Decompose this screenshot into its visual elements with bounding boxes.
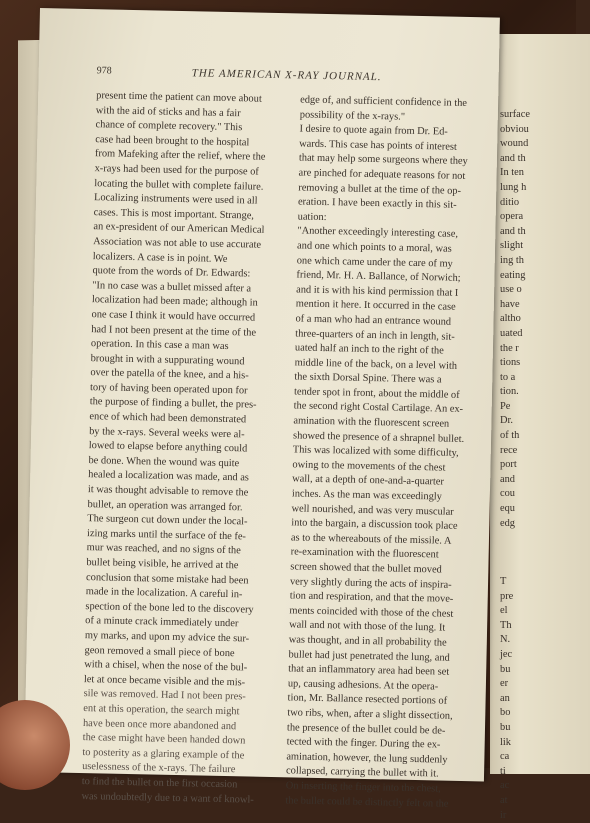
text-line: eration. I have been exactly in this sit- [298, 196, 496, 215]
text-line: amination, however, the lung suddenly [286, 750, 484, 769]
text-line: into the bargain, a discussion took place [291, 517, 489, 536]
page-number: 978 [97, 65, 112, 76]
text-fragment: cou [500, 487, 580, 502]
text-line: locating the bullet with complete failure. [94, 177, 280, 195]
text-fragment: ing th [500, 254, 580, 269]
text-line: uation: [298, 210, 496, 229]
text-line: wall, at a depth of one-and-a-quarter [292, 473, 490, 492]
text-line: I desire to quote again from Dr. Ed- [299, 123, 497, 142]
text-line: izing marks until the surface of the fe- [87, 527, 273, 545]
text-fragment: lik [500, 736, 580, 751]
text-line: ence of which had been demonstrated [89, 410, 275, 428]
text-line: mention it here. It occurred in the case [296, 298, 494, 317]
text-line: uselessness of the x-rays. The failure [82, 760, 268, 778]
text-fragment: of th [500, 429, 580, 444]
text-line: over the patella of the knee, and a his- [90, 366, 276, 384]
text-line: brought in with a suppurating wound [91, 352, 277, 370]
text-line: and one which points to a moral, was [297, 239, 495, 258]
text-fragment: ca [500, 750, 580, 765]
text-fragment: slight [500, 239, 580, 254]
running-title: THE AMERICAN X-RAY JOURNAL. [192, 67, 382, 83]
book-page [24, 8, 500, 781]
text-line: tion and respiration, and that the move- [290, 590, 488, 609]
text-line: edge of, and sufficient confidence in the [300, 93, 498, 112]
text-line: On inserting the finger into the chest, [286, 779, 484, 798]
text-fragment: use o [500, 283, 580, 298]
text-fragment: ti [500, 765, 580, 780]
text-line: conclusion that some mistake had been [86, 571, 272, 589]
text-fragment: el [500, 604, 580, 619]
text-line: collapsed, carrying the bullet with it. [286, 765, 484, 784]
text-fragment: have [500, 298, 580, 313]
text-line: ments coincided with those of the chest [289, 604, 487, 623]
text-line: as to the whereabouts of the missile. A [291, 531, 489, 550]
text-fragment: and [500, 473, 580, 488]
text-line: three-quarters of an inch in length, sit- [295, 327, 493, 346]
text-line: "In no case was a bullet missed after a [92, 279, 278, 297]
text-fragment: altho [500, 312, 580, 327]
text-line: operation. In this case a man was [91, 337, 277, 355]
text-line: healed a localization was made, and as [88, 469, 274, 487]
text-fragment: to a [500, 371, 580, 386]
text-line: had I not been present at the time of the [91, 323, 277, 341]
text-line: amination with the fluorescent screen [293, 414, 491, 433]
left-text-column [81, 89, 282, 808]
text-line: wall and not with those of the lung. It [289, 619, 487, 638]
text-line: geon removed a small piece of bone [84, 644, 270, 662]
text-line: screen showed that the bullet moved [290, 560, 488, 579]
right-text-column [285, 93, 498, 812]
text-line: from Mafeking after the relief, where the [95, 148, 281, 166]
text-fragment: port [500, 458, 580, 473]
text-line: let at once became visible and the mis- [84, 673, 270, 691]
text-line: removing a bullet at the time of the op- [298, 181, 496, 200]
text-fragment: In ten [500, 166, 580, 181]
text-line: case had been brought to the hospital [95, 133, 281, 151]
text-line: tory of having been operated upon for [90, 381, 276, 399]
text-line: and it is with his kind permission that I [296, 283, 494, 302]
text-fragment: ac [500, 779, 580, 794]
text-fragment: lung h [500, 181, 580, 196]
text-line: was undoubtedly due to a want of knowl- [81, 790, 267, 808]
text-line: one case I think it would have occurred [91, 308, 277, 326]
text-fragment: equ [500, 502, 580, 517]
text-line: Association was not able to use accurate [93, 235, 279, 253]
text-line: bullet, an operation was arranged for. [87, 498, 273, 516]
text-fragment: eating [500, 269, 580, 284]
text-fragment: bu [500, 663, 580, 678]
text-fragment: er [500, 677, 580, 692]
text-line: up, causing adhesions. At the opera- [288, 677, 486, 696]
text-line: to find the bullet on the first occasion [82, 775, 268, 793]
text-line: middle line of the back, on a level with [294, 356, 492, 375]
text-fragment: ir [500, 809, 580, 823]
text-line: with the aid of sticks and has a fair [96, 104, 282, 122]
text-fragment: rece [500, 444, 580, 459]
text-fragment [500, 560, 580, 575]
text-line: tender spot in front, about the middle of [294, 385, 492, 404]
text-line: The surgeon cut down under the local- [87, 512, 273, 530]
text-line: are pinched for adequate reasons for not [298, 166, 496, 185]
text-line: was thought, and in all probability the [289, 633, 487, 652]
text-fragment: and th [500, 225, 580, 240]
facing-page-text-fragments [500, 108, 580, 823]
text-fragment: wound [500, 137, 580, 152]
text-line: of a man who had an entrance wound [295, 312, 493, 331]
text-fragment [500, 531, 580, 546]
text-fragment: obviou [500, 123, 580, 138]
text-line: re-examination with the fluorescent [290, 546, 488, 565]
text-line: my marks, and upon my advice the sur- [85, 629, 271, 647]
text-line: spection of the bone led to the discovery [85, 600, 271, 618]
text-line: inches. As the man was exceedingly [292, 487, 490, 506]
text-line: the case might have been handed down [83, 731, 269, 749]
text-line: that may help some surgeons where they [299, 152, 497, 171]
text-line: tected with the finger. During the ex- [287, 735, 485, 754]
text-line: made in the localization. A careful in- [86, 585, 272, 603]
text-fragment: Th [500, 619, 580, 634]
text-fragment: uated [500, 327, 580, 342]
text-line: the presence of the bullet could be de- [287, 721, 485, 740]
text-line: localizers. A case is in point. We [93, 250, 279, 268]
text-fragment: at [500, 794, 580, 809]
text-fragment: Pe [500, 400, 580, 415]
text-line: be done. When the wound was quite [88, 454, 274, 472]
text-line: cases. This is most important. Strange, [94, 206, 280, 224]
text-line: the sixth Dorsal Spine. There was a [294, 371, 492, 390]
text-line: ent at this operation, the search might [83, 702, 269, 720]
text-fragment: tion. [500, 385, 580, 400]
text-line: very slightly during the acts of inspira- [290, 575, 488, 594]
text-line: well nourished, and was very muscular [291, 502, 489, 521]
text-line: Localizing instruments were used in all [94, 191, 280, 209]
text-fragment: edg [500, 517, 580, 532]
text-line: lowed to elapse before anything could [89, 439, 275, 457]
text-line: owing to the movements of the chest [292, 458, 490, 477]
text-fragment: and th [500, 152, 580, 167]
text-fragment: tions [500, 356, 580, 371]
text-fragment: bo [500, 706, 580, 721]
text-line: x-rays had been used for the purpose of [94, 162, 280, 180]
text-line: localization had been made; although in [92, 293, 278, 311]
text-fragment: surface [500, 108, 580, 123]
text-fragment: T [500, 575, 580, 590]
text-line: the bullet could be distinctly felt on the [285, 794, 483, 813]
text-line: have been once more abandoned and [83, 717, 269, 735]
text-line: friend, Mr. H. A. Ballance, of Norwich; [296, 269, 494, 288]
text-line: "Another exceedingly interesting case, [297, 225, 495, 244]
text-fragment: an [500, 692, 580, 707]
text-line: tion, Mr. Ballance resected portions of [287, 692, 485, 711]
text-fragment: pre [500, 590, 580, 605]
text-line: sile was removed. Had I not been pres- [83, 687, 269, 705]
text-line: one which came under the care of my [297, 254, 495, 273]
text-line: it was thought advisable to remove the [88, 483, 274, 501]
text-fragment: opera [500, 210, 580, 225]
text-line: that an inflammatory area had been set [288, 663, 486, 682]
text-line: showed the presence of a shrapnel bullet. [293, 429, 491, 448]
text-line: possibility of the x-rays." [300, 108, 498, 127]
text-line: to posterity as a glaring example of the [82, 746, 268, 764]
text-line: the second right Costal Cartilage. An ex- [294, 400, 492, 419]
text-line: an ex-president of our American Medical [93, 221, 279, 239]
text-fragment: jec [500, 648, 580, 663]
text-fragment: bu [500, 721, 580, 736]
text-fragment: N. [500, 633, 580, 648]
text-line: two ribs, when, after a slight dissection, [287, 706, 485, 725]
text-line: mur was reached, and no signs of the [87, 542, 273, 560]
text-line: This was localized with some difficulty, [293, 444, 491, 463]
text-line: bullet being visible, he arrived at the [86, 556, 272, 574]
text-line: present time the patient can move about [96, 89, 282, 107]
text-line: of a minute crack immediately under [85, 614, 271, 632]
text-fragment: Dr. [500, 414, 580, 429]
text-line: by the x-rays. Several weeks were al- [89, 425, 275, 443]
text-line: bullet had just penetrated the lung, and [288, 648, 486, 667]
text-line: with a chisel, when the nose of the bul- [84, 658, 270, 676]
text-fragment: the r [500, 342, 580, 357]
text-line: chance of complete recovery." This [95, 118, 281, 136]
text-line: uated half an inch to the right of the [295, 342, 493, 361]
text-line: the purpose of finding a bullet, the pres- [90, 396, 276, 414]
page-header [96, 65, 496, 93]
text-fragment [500, 546, 580, 561]
text-line: wards. This case has points of interest [299, 137, 497, 156]
text-line: quote from the words of Dr. Edwards: [92, 264, 278, 282]
text-fragment: ditio [500, 196, 580, 211]
